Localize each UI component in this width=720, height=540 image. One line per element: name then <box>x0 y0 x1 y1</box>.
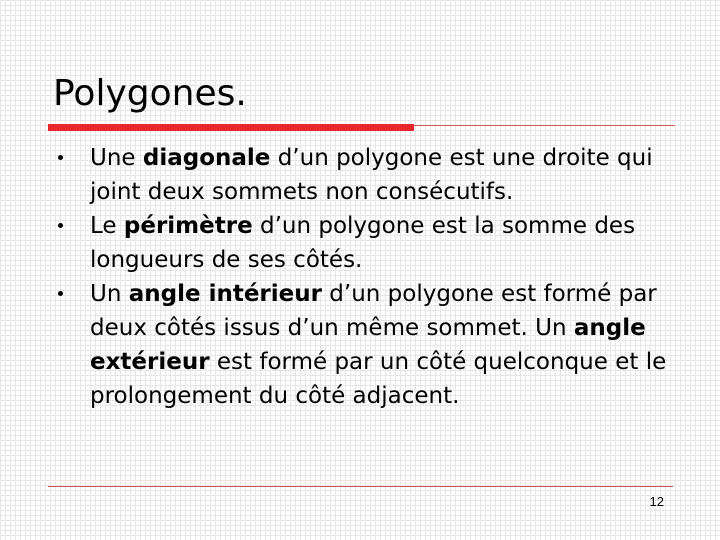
bullet-dot-icon <box>58 291 63 296</box>
bullet-text: d’un polygone est formé par deux côtés issus d’un même sommet. Un <box>90 281 657 341</box>
page-number: 12 <box>649 494 664 509</box>
bullet-text: Un <box>90 281 129 307</box>
bullet-item-angles <box>50 277 680 413</box>
bullet-term-diagonale: diagonale <box>142 145 271 171</box>
bullet-term-perimetre: périmètre <box>123 213 253 239</box>
bullet-dot-icon <box>58 155 63 160</box>
footer-divider <box>48 486 673 487</box>
bullet-term-angle-interieur: angle intérieur <box>128 281 322 307</box>
title-underline-thin <box>414 125 675 126</box>
bullet-text: est formé par un côté quelconque et le prolongement du côté adjacent. <box>90 349 667 409</box>
bullet-text: d’un polygone est une droite qui joint deux sommets non consécutifs. <box>90 145 653 205</box>
slide-title: Polygones. <box>53 73 247 114</box>
bullet-item-perimetre <box>50 209 680 277</box>
bullet-dot-icon <box>58 223 63 228</box>
bullet-text: Une <box>90 145 143 171</box>
title-underline-accent <box>48 124 414 131</box>
bullet-term-angle-exterieur: angle extérieur <box>90 315 646 375</box>
bullet-text: d’un polygone est la somme des longueurs de ses côtés. <box>90 213 636 273</box>
bullet-item-diagonale <box>50 141 680 209</box>
bullet-list <box>50 141 680 413</box>
bullet-text: Le <box>90 213 124 239</box>
